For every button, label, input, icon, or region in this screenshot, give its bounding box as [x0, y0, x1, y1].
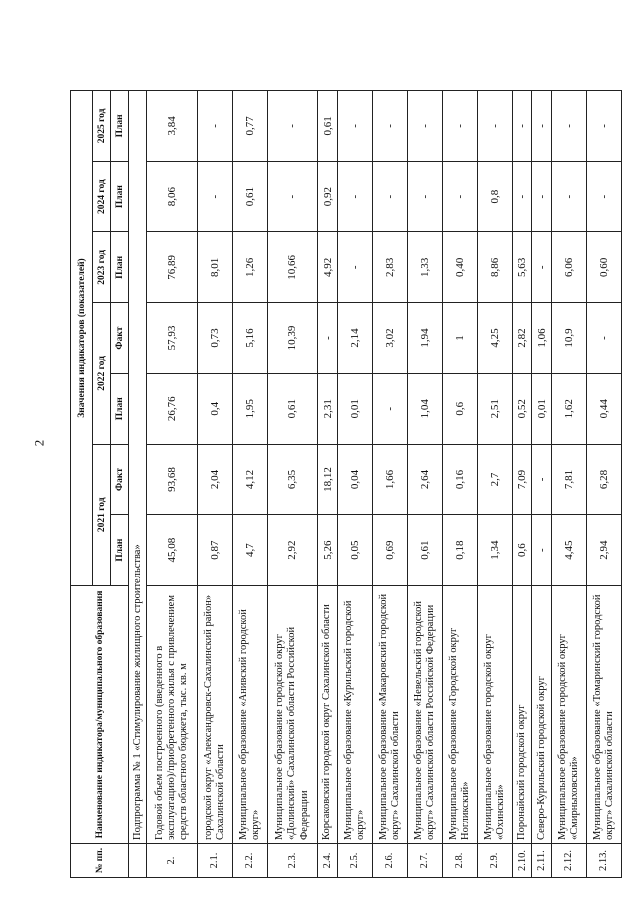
row-value: 2,14 [337, 303, 372, 374]
indicator-table-sheet [70, 90, 622, 878]
row-value: 0,77 [232, 91, 267, 162]
row-name: Корсаковский городской округ Сахалинской области [318, 586, 337, 844]
row-number: 2. [147, 844, 198, 878]
row-value: 0,60 [586, 232, 621, 303]
row-number: 2.11. [532, 844, 551, 878]
row-number: 2.2. [232, 844, 267, 878]
row-name: городской округ «Александровск-Сахалинский район» Сахалинской области [197, 586, 232, 844]
row-value: - [197, 91, 232, 162]
row-value: - [442, 161, 477, 232]
row-number: 2.7. [407, 844, 442, 878]
row-value: 1,95 [232, 373, 267, 444]
table-row [532, 91, 551, 878]
row-value: - [372, 373, 407, 444]
header-plan: План [111, 161, 129, 232]
row-value: 3,84 [147, 91, 198, 162]
row-value: - [267, 161, 318, 232]
row-name: Поронайский городской округ [512, 586, 531, 844]
row-number: 2.13. [586, 844, 621, 878]
table-row [337, 91, 372, 878]
row-value: 1,66 [372, 444, 407, 515]
row-value: - [197, 161, 232, 232]
table-row [442, 91, 477, 878]
row-value: 2,92 [267, 515, 318, 586]
row-value: 7,09 [512, 444, 531, 515]
header-values: Значения индикаторов (показателей) [71, 91, 93, 586]
row-value: - [586, 161, 621, 232]
row-value: - [532, 232, 551, 303]
row-value: 0,61 [318, 91, 337, 162]
row-number: 2.10. [512, 844, 531, 878]
row-value: 57,93 [147, 303, 198, 374]
page-number: 2 [31, 439, 47, 447]
subprogram-title: Подпрограмма № 1 «Стимулирование жилищного строительства» [129, 91, 147, 844]
row-number: 2.3. [267, 844, 318, 878]
row-number: 2.9. [477, 844, 512, 878]
row-value: 1 [442, 303, 477, 374]
row-value: - [512, 91, 531, 162]
indicator-table [70, 90, 622, 878]
row-number: 2.5. [337, 844, 372, 878]
table-row [318, 91, 337, 878]
row-value: 1,34 [477, 515, 512, 586]
row-value: 18,12 [318, 444, 337, 515]
row-value: 8,06 [147, 161, 198, 232]
row-value: 7,81 [551, 444, 586, 515]
row-value: - [337, 161, 372, 232]
row-value: 1,04 [407, 373, 442, 444]
row-value: - [442, 91, 477, 162]
row-value: - [407, 91, 442, 162]
row-value: 45,08 [147, 515, 198, 586]
row-value: 6,28 [586, 444, 621, 515]
table-row [512, 91, 531, 878]
row-value: 26,76 [147, 373, 198, 444]
row-value: 5,16 [232, 303, 267, 374]
row-value: 0,4 [197, 373, 232, 444]
row-value: 0,6 [442, 373, 477, 444]
row-value: 0,61 [232, 161, 267, 232]
row-value: 0,05 [337, 515, 372, 586]
row-number: 2.6. [372, 844, 407, 878]
header-year-2023: 2023 год [93, 232, 111, 303]
row-value: 4,92 [318, 232, 337, 303]
row-value: 1,33 [407, 232, 442, 303]
row-number: 2.12. [551, 844, 586, 878]
row-name: Муниципальное образование «Курильский городской округ» [337, 586, 372, 844]
header-fact: Факт [111, 303, 129, 374]
row-value: - [586, 91, 621, 162]
row-value: - [372, 91, 407, 162]
row-value: - [551, 91, 586, 162]
table-row [372, 91, 407, 878]
row-value: 2,04 [197, 444, 232, 515]
table-row [551, 91, 586, 878]
row-number: 2.4. [318, 844, 337, 878]
row-number: 2.8. [442, 844, 477, 878]
table-row [232, 91, 267, 878]
row-value: - [407, 161, 442, 232]
header-year-2025: 2025 год [93, 91, 111, 162]
row-name: Муниципальное образование «Томаринский городской округ» Сахалинской области [586, 586, 621, 844]
row-value: 10,9 [551, 303, 586, 374]
row-value: 76,89 [147, 232, 198, 303]
row-value: 0,73 [197, 303, 232, 374]
row-value: 0,6 [512, 515, 531, 586]
row-value: 0,52 [512, 373, 531, 444]
header-plan: План [111, 373, 129, 444]
header-year-2021: 2021 год [93, 444, 111, 585]
row-value: 0,18 [442, 515, 477, 586]
row-name: Муниципальное образование «Анивский городской округ» [232, 586, 267, 844]
row-name: Муниципальное образование городской округ «Смирныховский» [551, 586, 586, 844]
row-name: Северо-Курильский городской округ [532, 586, 551, 844]
row-value: - [586, 303, 621, 374]
table-row [267, 91, 318, 878]
row-value: 8,86 [477, 232, 512, 303]
row-value: - [551, 161, 586, 232]
header-name: Наименование индикатора/муниципального образования [71, 586, 129, 844]
row-name: Муниципальное образование «Невельский городской округ» Сахалинской области Российской Федерации [407, 586, 442, 844]
table-row [477, 91, 512, 878]
row-value: - [532, 161, 551, 232]
row-value: 0,04 [337, 444, 372, 515]
header-no: № пп. [71, 844, 129, 878]
table-row [147, 91, 198, 878]
row-value: 1,94 [407, 303, 442, 374]
row-value: 0,01 [532, 373, 551, 444]
row-value: 0,69 [372, 515, 407, 586]
row-value: 6,35 [267, 444, 318, 515]
header-year-2024: 2024 год [93, 161, 111, 232]
row-value: 1,06 [532, 303, 551, 374]
row-value: 10,39 [267, 303, 318, 374]
table-row [197, 91, 232, 878]
row-number: 2.1. [197, 844, 232, 878]
row-value: 2,94 [586, 515, 621, 586]
row-value: 5,63 [512, 232, 531, 303]
row-value: - [267, 91, 318, 162]
row-value: 8,01 [197, 232, 232, 303]
row-value: 4,12 [232, 444, 267, 515]
row-name: Муниципальное образование городской округ «Долинский» Сахалинской области Российской Федерации [267, 586, 318, 844]
row-value: 5,26 [318, 515, 337, 586]
row-name: Муниципальное образование «Городской округ Ногликский» [442, 586, 477, 844]
row-value: 0,61 [267, 373, 318, 444]
row-value: 0,01 [337, 373, 372, 444]
row-value: 93,68 [147, 444, 198, 515]
row-value: 0,92 [318, 161, 337, 232]
row-value: 2,31 [318, 373, 337, 444]
header-plan: План [111, 232, 129, 303]
row-value: - [477, 91, 512, 162]
row-value: 3,02 [372, 303, 407, 374]
row-value: - [337, 91, 372, 162]
row-value: 2,64 [407, 444, 442, 515]
row-value: 0,61 [407, 515, 442, 586]
row-value: 4,25 [477, 303, 512, 374]
row-value: 1,62 [551, 373, 586, 444]
header-fact: Факт [111, 444, 129, 515]
header-plan: План [111, 515, 129, 586]
row-value: 4,45 [551, 515, 586, 586]
row-name: Муниципальное образование городской округ «Охинский» [477, 586, 512, 844]
row-value: 0,16 [442, 444, 477, 515]
row-value: - [532, 444, 551, 515]
row-value: 6,06 [551, 232, 586, 303]
row-value: 4,7 [232, 515, 267, 586]
row-name: Муниципальное образование «Макаровский городской округ» Сахалинской области [372, 586, 407, 844]
table-row [407, 91, 442, 878]
row-value: - [532, 515, 551, 586]
table-row [586, 91, 621, 878]
row-value: - [532, 91, 551, 162]
row-value: 1,26 [232, 232, 267, 303]
row-value: - [318, 303, 337, 374]
row-value: 0,87 [197, 515, 232, 586]
row-value: 0,8 [477, 161, 512, 232]
row-value: - [372, 161, 407, 232]
row-value: 2,7 [477, 444, 512, 515]
row-value: 2,83 [372, 232, 407, 303]
row-value: 2,82 [512, 303, 531, 374]
row-value: 0,40 [442, 232, 477, 303]
row-value: 10,66 [267, 232, 318, 303]
header-plan: План [111, 91, 129, 162]
row-value: 2,51 [477, 373, 512, 444]
row-name: Годовой объем построенного (введенного в эксплуатацию)/приобретенного жилья с привлечением средств областного бюджета, тыс. кв. м [147, 586, 198, 844]
row-value: - [512, 161, 531, 232]
row-value: 0,44 [586, 373, 621, 444]
header-year-2022: 2022 год [93, 303, 111, 444]
row-value: - [337, 232, 372, 303]
